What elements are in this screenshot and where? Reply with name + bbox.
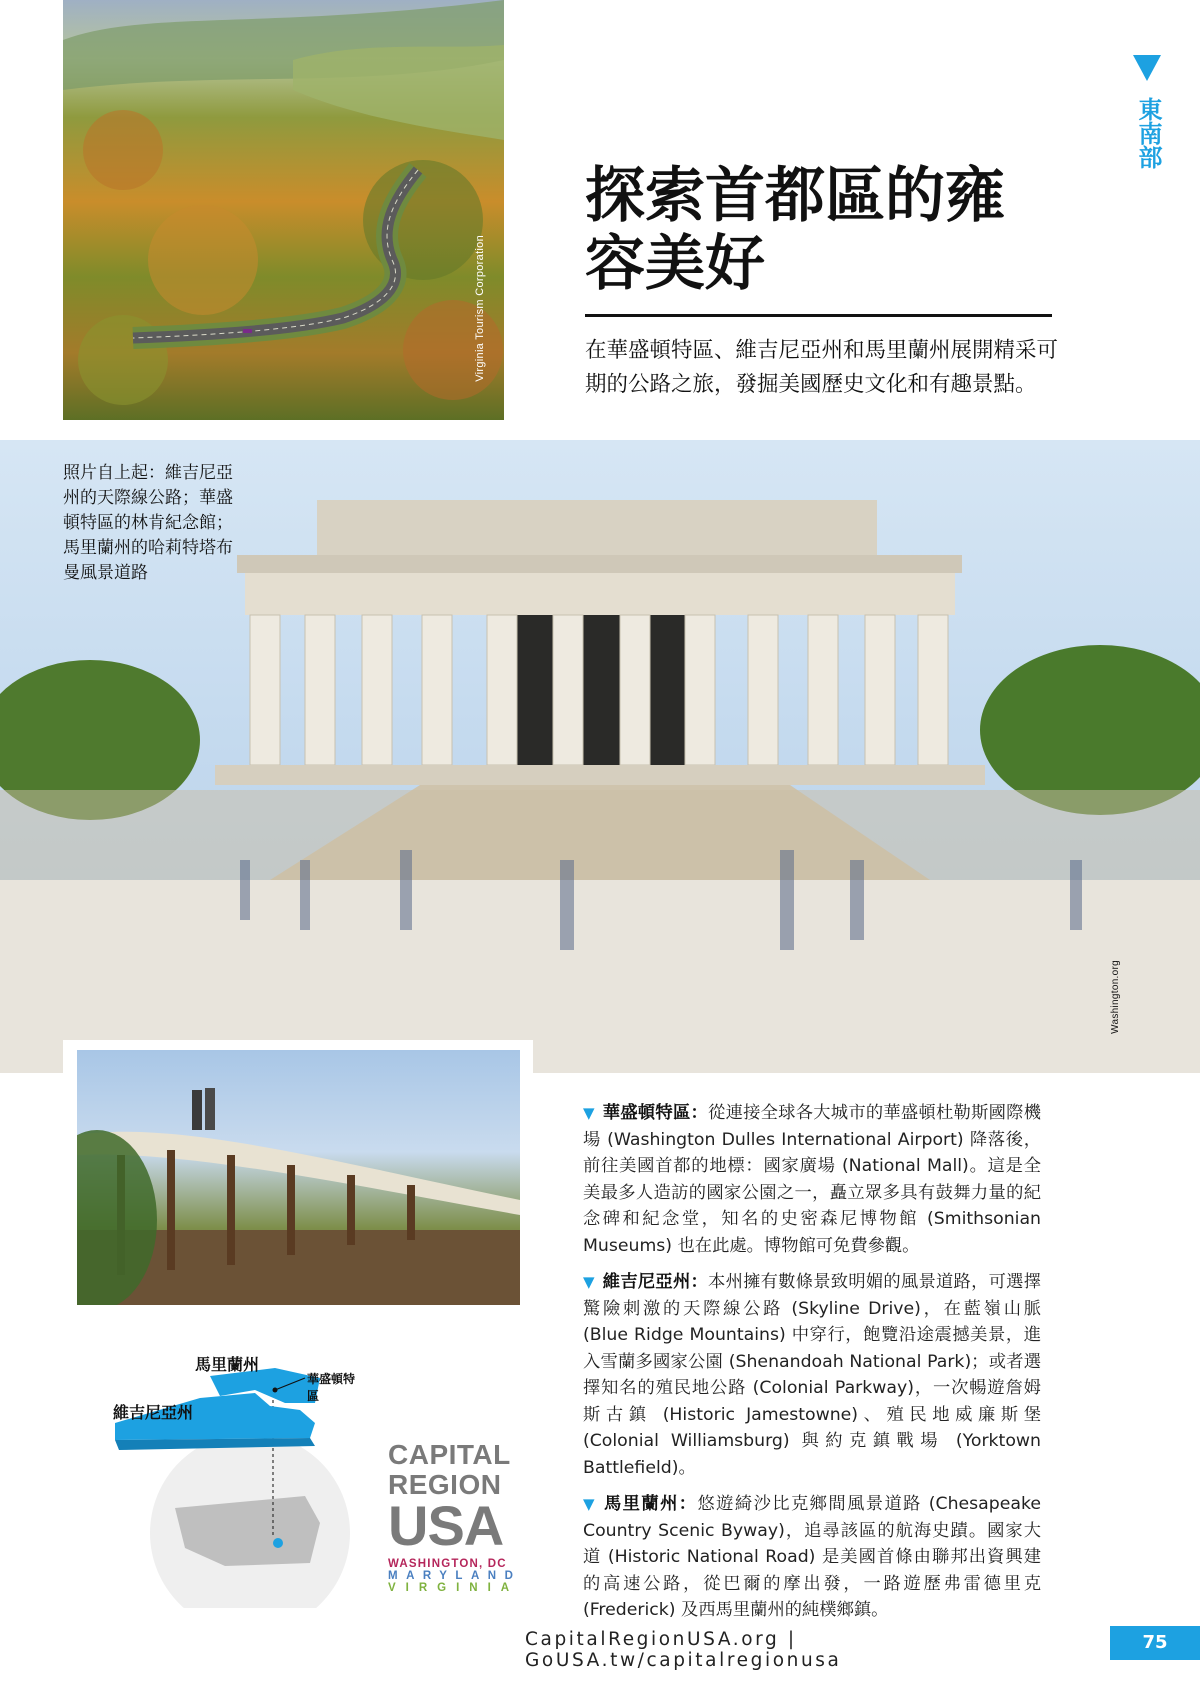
photo-caption: 照片自上起：維吉尼亞州的天際線公路；華盛頓特區的林肯紀念館；馬里蘭州的哈莉特塔布曼風景道路 [63,463,233,583]
section-marker [1132,55,1162,169]
logo-sub-virginia: VIRGINIA [388,1582,520,1594]
capital-region-usa-logo [388,1440,523,1594]
title-divider [585,314,1052,317]
footer-urls: CapitalRegionUSA.org | GoUSA.tw/capitalregionusa [525,1629,842,1671]
bullet-triangle-icon: ▼ [583,1495,596,1513]
paragraph-text: 悠遊綺沙比克鄉間風景道路 (Chesapeake Country Scenic Byway)，追尋該區的航海史蹟。國家大道 (Historic National Road) 是美國首條由聯邦出資興建的高速公路，從巴爾的摩出發，一路遊歷弗雷德里克 (Frederick) 及西馬里蘭州的純樸鄉鎮。 [583,1494,1041,1620]
page-title: 探索首都區的雍容美好 [585,161,1005,299]
bullet-triangle-icon: ▼ [583,1104,595,1122]
logo-sub-maryland: MARYLAND [388,1570,522,1582]
logo-line-3: USA [388,1494,504,1557]
map-label-maryland: 馬里蘭州 [195,1355,260,1374]
paragraph-text: 本州擁有數條景致明媚的風景道路，可選擇驚險刺激的天際線公路 (Skyline Drive)，在藍嶺山脈 (Blue Ridge Mountains) 中穿行，飽覽沿途震撼美景，進入雪蘭多國家公園 (Shenandoah National Park)；或者選擇知名的殖民地公路 (Colonial Parkway)，一次暢遊詹姆斯古鎮 (Historic Jamestowne)、殖民地威廉斯堡 (Colonial Williamsburg) 與約克鎮戰場 (Yorktown Battlefield)。 [583,1272,1041,1478]
skyline-drive-photo [63,0,504,420]
paragraph-heading: 馬里蘭州： [603,1494,698,1514]
paragraph-maryland [583,1491,1041,1624]
paragraph-heading: 維吉尼亞州： [602,1272,709,1292]
paragraph-virginia [583,1269,1041,1481]
paragraph-dc [583,1100,1041,1259]
page-number: 75 [1110,1626,1200,1660]
section-label: 東南部 [1134,97,1162,169]
section-triangle-icon [1133,55,1161,81]
intro-text: 在華盛頓特區、維吉尼亞州和馬里蘭州展開精采可期的公路之旅，發掘美國歷史文化和有趣景點。 [585,338,1059,397]
region-map [105,1328,365,1608]
body-text [583,1100,1041,1634]
photo-credit-main: Washington.org [1110,960,1121,1034]
logo-sub-dc: WASHINGTON, DC [388,1558,507,1570]
bridge-photo [77,1050,520,1305]
logo-line-2: REGION [388,1469,502,1500]
paragraph-text: 從連接全球各大城市的華盛頓杜勒斯國際機場 (Washington Dulles International Airport) 降落後，前往美國首都的地標：國家廣場 (National Mall)。這是全美最多人造訪的國家公園之一，矗立眾多具有鼓舞力量的紀念碑和紀念堂，知名的史密森尼博物館 (Smithsonian Museums) 也在此處。博物館可免費參觀。 [583,1103,1041,1256]
map-label-virginia: 維吉尼亞州 [113,1403,194,1422]
photo-credit-top: Virginia Tourism Corporation [474,235,486,382]
bullet-triangle-icon: ▼ [583,1273,595,1291]
map-label-dc: 華盛頓特區 [307,1372,356,1403]
logo-line-1: CAPITAL [388,1439,511,1470]
paragraph-heading: 華盛頓特區： [602,1103,709,1123]
